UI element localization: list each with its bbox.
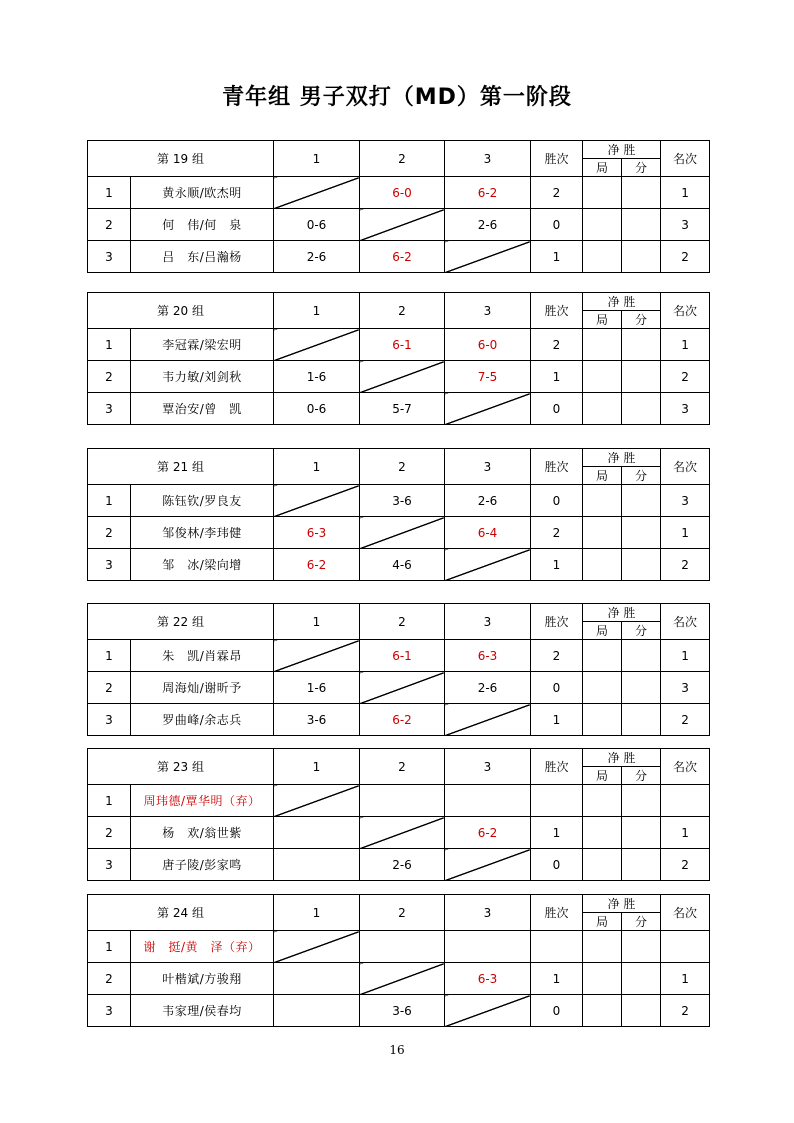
table-row [88, 241, 710, 273]
player-names: 周海灿/谢昕予 [131, 672, 274, 704]
score-cell [360, 517, 445, 549]
games-cell [583, 209, 622, 241]
row-number: 3 [88, 849, 131, 881]
points-cell [622, 485, 661, 517]
score-cell [360, 817, 445, 849]
col-header-3: 3 [445, 749, 531, 785]
score-cell [445, 704, 531, 736]
score-cell: 1-6 [274, 672, 360, 704]
games-cell [583, 361, 622, 393]
group-name: 第 20 组 [88, 293, 274, 329]
games-header: 局 [583, 311, 622, 329]
col-header-1: 1 [274, 749, 360, 785]
score-cell: 1-6 [274, 361, 360, 393]
group-name: 第 24 组 [88, 895, 274, 931]
col-header-3: 3 [445, 293, 531, 329]
wins-header: 胜次 [531, 749, 583, 785]
score-cell: 6-3 [445, 963, 531, 995]
games-cell [583, 329, 622, 361]
row-number: 1 [88, 931, 131, 963]
score-cell [445, 549, 531, 581]
games-cell [583, 995, 622, 1027]
games-cell [583, 704, 622, 736]
wins-header: 胜次 [531, 895, 583, 931]
table-row [88, 177, 710, 209]
rank-header: 名次 [661, 604, 710, 640]
score-cell [360, 931, 445, 963]
points-cell [622, 817, 661, 849]
player-names: 谢 挺/黄 泽（弃） [131, 931, 274, 963]
row-number: 1 [88, 785, 131, 817]
group-table [87, 140, 710, 273]
games-cell [583, 672, 622, 704]
score-cell: 6-0 [360, 177, 445, 209]
table-row [88, 995, 710, 1027]
table-row [88, 209, 710, 241]
score-cell: 2-6 [445, 485, 531, 517]
rank-cell: 2 [661, 704, 710, 736]
row-number: 1 [88, 177, 131, 209]
games-header: 局 [583, 767, 622, 785]
points-cell [622, 785, 661, 817]
player-names: 杨 欢/翁世紫 [131, 817, 274, 849]
wins-cell: 2 [531, 640, 583, 672]
score-cell [274, 640, 360, 672]
score-cell: 3-6 [274, 704, 360, 736]
player-names: 唐子陵/彭家鸣 [131, 849, 274, 881]
rank-header: 名次 [661, 293, 710, 329]
score-cell: 6-2 [360, 704, 445, 736]
games-cell [583, 640, 622, 672]
rank-header: 名次 [661, 141, 710, 177]
wins-cell: 1 [531, 963, 583, 995]
player-names: 黄永顺/欧杰明 [131, 177, 274, 209]
score-cell: 7-5 [445, 361, 531, 393]
net-header: 净 胜 [583, 749, 661, 767]
points-cell [622, 329, 661, 361]
col-header-2: 2 [360, 749, 445, 785]
games-cell [583, 549, 622, 581]
score-cell: 6-3 [274, 517, 360, 549]
score-cell [445, 849, 531, 881]
points-cell [622, 931, 661, 963]
table-row [88, 517, 710, 549]
points-header: 分 [622, 311, 661, 329]
col-header-3: 3 [445, 895, 531, 931]
net-header: 净 胜 [583, 449, 661, 467]
wins-cell: 2 [531, 517, 583, 549]
score-cell [445, 393, 531, 425]
col-header-1: 1 [274, 293, 360, 329]
col-header-2: 2 [360, 293, 445, 329]
rank-cell: 1 [661, 177, 710, 209]
col-header-3: 3 [445, 141, 531, 177]
col-header-2: 2 [360, 449, 445, 485]
score-cell: 6-4 [445, 517, 531, 549]
score-cell: 6-2 [445, 177, 531, 209]
score-cell [445, 931, 531, 963]
group-table [87, 894, 710, 1027]
group-name: 第 23 组 [88, 749, 274, 785]
points-cell [622, 640, 661, 672]
row-number: 3 [88, 241, 131, 273]
score-cell: 2-6 [445, 672, 531, 704]
col-header-2: 2 [360, 895, 445, 931]
points-cell [622, 241, 661, 273]
score-cell [445, 241, 531, 273]
score-cell: 6-0 [445, 329, 531, 361]
page-title: 青年组 男子双打（MD）第一阶段 [222, 85, 572, 110]
wins-cell [531, 931, 583, 963]
wins-cell: 0 [531, 393, 583, 425]
table-row [88, 817, 710, 849]
wins-cell: 0 [531, 849, 583, 881]
games-header: 局 [583, 913, 622, 931]
score-cell [274, 931, 360, 963]
score-cell: 6-3 [445, 640, 531, 672]
rank-cell: 3 [661, 672, 710, 704]
score-cell: 3-6 [360, 995, 445, 1027]
player-names: 周玮德/覃华明（弃） [131, 785, 274, 817]
net-header: 净 胜 [583, 895, 661, 913]
group-table [87, 603, 710, 736]
row-number: 2 [88, 361, 131, 393]
player-names: 李冠霖/梁宏明 [131, 329, 274, 361]
wins-cell: 0 [531, 485, 583, 517]
score-cell: 6-2 [445, 817, 531, 849]
row-number: 1 [88, 329, 131, 361]
score-cell: 6-1 [360, 640, 445, 672]
col-header-1: 1 [274, 604, 360, 640]
net-header: 净 胜 [583, 293, 661, 311]
row-number: 1 [88, 485, 131, 517]
group-name: 第 21 组 [88, 449, 274, 485]
row-number: 3 [88, 995, 131, 1027]
player-names: 韦家理/侯春均 [131, 995, 274, 1027]
wins-cell: 0 [531, 995, 583, 1027]
rank-cell: 1 [661, 329, 710, 361]
score-cell [360, 963, 445, 995]
table-row [88, 672, 710, 704]
games-header: 局 [583, 159, 622, 177]
score-cell [274, 995, 360, 1027]
wins-cell: 0 [531, 672, 583, 704]
rank-cell: 3 [661, 209, 710, 241]
games-cell [583, 393, 622, 425]
group-table [87, 748, 710, 881]
points-cell [622, 672, 661, 704]
group-name: 第 19 组 [88, 141, 274, 177]
points-header: 分 [622, 622, 661, 640]
group-table [87, 292, 710, 425]
score-cell: 3-6 [360, 485, 445, 517]
table-row [88, 931, 710, 963]
wins-cell [531, 785, 583, 817]
score-cell: 6-1 [360, 329, 445, 361]
col-header-3: 3 [445, 449, 531, 485]
games-cell [583, 817, 622, 849]
row-number: 2 [88, 963, 131, 995]
rank-header: 名次 [661, 895, 710, 931]
score-cell [274, 785, 360, 817]
points-cell [622, 963, 661, 995]
wins-cell: 1 [531, 549, 583, 581]
row-number: 2 [88, 209, 131, 241]
wins-header: 胜次 [531, 449, 583, 485]
rank-cell: 1 [661, 963, 710, 995]
wins-header: 胜次 [531, 293, 583, 329]
score-cell [445, 995, 531, 1027]
row-number: 1 [88, 640, 131, 672]
player-names: 陈钰钦/罗良友 [131, 485, 274, 517]
points-header: 分 [622, 467, 661, 485]
score-cell [274, 329, 360, 361]
col-header-2: 2 [360, 604, 445, 640]
points-header: 分 [622, 159, 661, 177]
row-number: 2 [88, 517, 131, 549]
score-cell: 2-6 [360, 849, 445, 881]
score-cell: 6-2 [360, 241, 445, 273]
points-cell [622, 177, 661, 209]
rank-cell: 2 [661, 361, 710, 393]
games-cell [583, 931, 622, 963]
score-cell: 0-6 [274, 393, 360, 425]
col-header-3: 3 [445, 604, 531, 640]
wins-cell: 1 [531, 361, 583, 393]
games-cell [583, 177, 622, 209]
table-row [88, 549, 710, 581]
rank-cell: 1 [661, 640, 710, 672]
rank-cell: 3 [661, 393, 710, 425]
points-header: 分 [622, 913, 661, 931]
games-cell [583, 785, 622, 817]
player-names: 叶楷斌/方骏翔 [131, 963, 274, 995]
points-cell [622, 549, 661, 581]
games-header: 局 [583, 622, 622, 640]
table-row [88, 361, 710, 393]
score-cell [274, 485, 360, 517]
rank-header: 名次 [661, 449, 710, 485]
score-cell [360, 209, 445, 241]
table-row [88, 329, 710, 361]
player-names: 覃治安/曾 凯 [131, 393, 274, 425]
net-header: 净 胜 [583, 604, 661, 622]
player-names: 吕 东/吕瀚杨 [131, 241, 274, 273]
wins-cell: 2 [531, 177, 583, 209]
score-cell [360, 672, 445, 704]
rank-cell: 2 [661, 995, 710, 1027]
points-cell [622, 393, 661, 425]
player-names: 罗曲峰/余志兵 [131, 704, 274, 736]
score-cell: 5-7 [360, 393, 445, 425]
wins-cell: 1 [531, 704, 583, 736]
points-cell [622, 995, 661, 1027]
games-cell [583, 517, 622, 549]
table-row [88, 393, 710, 425]
wins-header: 胜次 [531, 141, 583, 177]
wins-cell: 1 [531, 241, 583, 273]
score-cell [274, 849, 360, 881]
score-cell: 6-2 [274, 549, 360, 581]
rank-cell: 2 [661, 849, 710, 881]
page-number: 16 [389, 1043, 405, 1057]
wins-cell: 2 [531, 329, 583, 361]
group-table [87, 448, 710, 581]
points-cell [622, 849, 661, 881]
table-row [88, 785, 710, 817]
score-cell: 4-6 [360, 549, 445, 581]
table-row [88, 485, 710, 517]
points-cell [622, 209, 661, 241]
col-header-1: 1 [274, 895, 360, 931]
rank-cell: 3 [661, 485, 710, 517]
rank-header: 名次 [661, 749, 710, 785]
row-number: 2 [88, 672, 131, 704]
score-cell: 2-6 [445, 209, 531, 241]
player-names: 韦力敏/刘剑秋 [131, 361, 274, 393]
points-header: 分 [622, 767, 661, 785]
games-cell [583, 849, 622, 881]
table-row [88, 704, 710, 736]
wins-header: 胜次 [531, 604, 583, 640]
score-cell: 2-6 [274, 241, 360, 273]
games-cell [583, 963, 622, 995]
wins-cell: 1 [531, 817, 583, 849]
player-names: 邹 冰/梁向增 [131, 549, 274, 581]
score-cell: 0-6 [274, 209, 360, 241]
group-name: 第 22 组 [88, 604, 274, 640]
score-cell [274, 177, 360, 209]
player-names: 何 伟/何 泉 [131, 209, 274, 241]
row-number: 3 [88, 704, 131, 736]
score-cell [445, 785, 531, 817]
row-number: 2 [88, 817, 131, 849]
score-cell [360, 785, 445, 817]
rank-cell: 2 [661, 241, 710, 273]
rank-cell: 2 [661, 549, 710, 581]
row-number: 3 [88, 393, 131, 425]
games-header: 局 [583, 467, 622, 485]
player-names: 邹俊林/李玮健 [131, 517, 274, 549]
games-cell [583, 241, 622, 273]
rank-cell: 1 [661, 517, 710, 549]
points-cell [622, 517, 661, 549]
row-number: 3 [88, 549, 131, 581]
table-row [88, 963, 710, 995]
table-row [88, 849, 710, 881]
player-names: 朱 凯/肖霖昂 [131, 640, 274, 672]
points-cell [622, 361, 661, 393]
wins-cell: 0 [531, 209, 583, 241]
rank-cell [661, 931, 710, 963]
score-cell [274, 817, 360, 849]
col-header-2: 2 [360, 141, 445, 177]
games-cell [583, 485, 622, 517]
col-header-1: 1 [274, 141, 360, 177]
points-cell [622, 704, 661, 736]
table-row [88, 640, 710, 672]
col-header-1: 1 [274, 449, 360, 485]
rank-cell: 1 [661, 817, 710, 849]
score-cell [360, 361, 445, 393]
net-header: 净 胜 [583, 141, 661, 159]
score-cell [274, 963, 360, 995]
rank-cell [661, 785, 710, 817]
